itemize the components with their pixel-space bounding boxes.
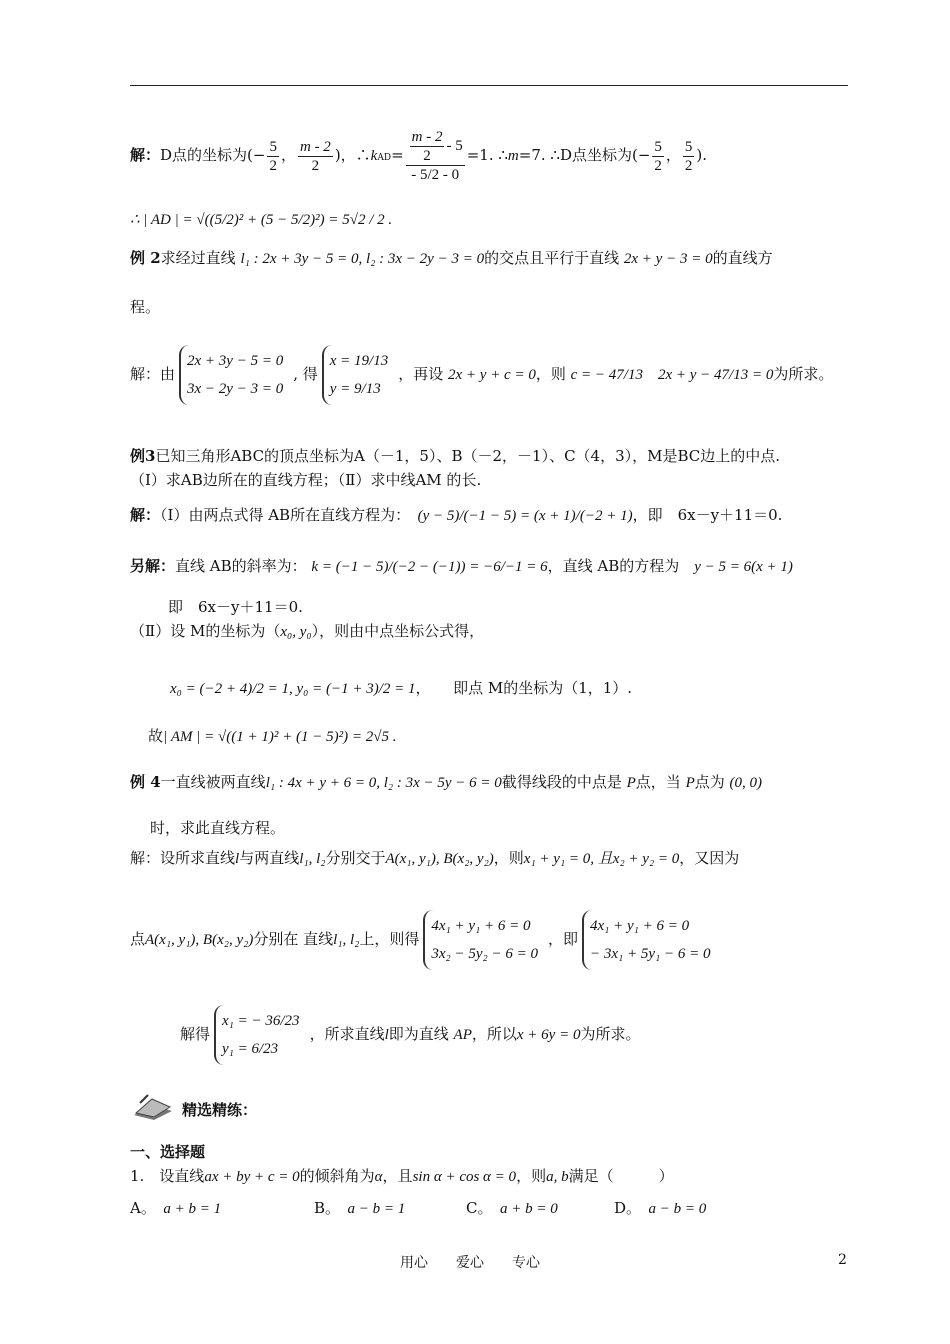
book-icon [130,1093,176,1121]
page-number: 2 [838,1252,847,1268]
section-heading: 一、选择题 [130,1143,206,1161]
example-3-alt: 另解：直线 AB的斜率为： k = (−1 − 5)/(−2 − (−1)) = −6/−1 = 6，直线 AB的方程为 y − 5 = 6(x + 1) [130,557,793,575]
system-5: x₁ = − 36/23 y₁ = 6/23 [214,1005,306,1065]
midpoint-formula: x₀ = (−2 + 4)/2 = 1, y₀ = (−1 + 3)/2 = 1， 即点 M的坐标为（1，1）. [170,679,633,697]
sol1-line1: 解：D点的坐标为(− $\frac{5}{2}$ ， $\frac{m - 2}{2}$ )，∴kAD= $\frac{m - 2}{2}$ - 5 - 5/2 - 0 =1. ∴m=7. ∴D点坐标为(− $\frac{5}{2}$ ， $\frac{5}{2}$ ). [130,129,708,183]
ad-length: ∴ | AD | = √((5/2)² + (5 − 5/2)²) = 5√2 / 2 . [130,212,393,228]
example-4-solution-2: 点A(x₁, y₁), B(x₂, y₂)分别在 直线l₁, l₂上，则得 4x₁ + y₁ + 6 = 0 3x₂ − 5y₂ − 6 = 0 ，即 4x₁ + y₁ + 6 = 0 − 3x₁ + 5y₁ − 6 = 0 [130,910,721,970]
system-1: 2x + 3y − 5 = 0 3x − 2y − 3 = 0 [179,345,289,405]
option-b[interactable]: B。 a − b = 1 [314,1199,406,1217]
system-3: 4x₁ + y₁ + 6 = 0 3x₂ − 5y₂ − 6 = 0 [423,910,544,970]
example-4-solution-1: 解：设所求直线l与两直线l₁, l₂分别交于A(x₁, y₁), B(x₂, y₂)，则x₁ + y₁ = 0, 且x₂ + y₂ = 0，又因为 [130,849,740,867]
example-3-part-2: （Ⅱ）设 M的坐标为（x₀, y₀），则由中点坐标公式得， [130,622,485,640]
option-c[interactable]: C。 a + b = 0 [466,1199,558,1217]
example-4-cont: 时，求此直线方程。 [150,819,286,837]
option-a[interactable]: A。 a + b = 1 [130,1199,222,1217]
example-3-question: （Ⅰ）求AB边所在的直线方程；（Ⅱ）求中线AM 的长. [130,471,482,489]
example-3-alt-result: 即 6x－y＋11＝0. [168,598,303,616]
header-rule [130,85,848,86]
example-2-solution: 解：由 2x + 3y − 5 = 0 3x − 2y − 3 = 0 , 得 x = 19/13 y = 9/13 ，再设 2x + y + c = 0，则 c = − 47/13 2x + y − 47/13 = 0为所求。 [130,345,833,405]
example-2-cont: 程。 [130,298,161,316]
example-4-solution-3: 解得 x₁ = − 36/23 y₁ = 6/23 ，所求直线l即为直线 AP，所以x + 6y = 0为所求。 [180,1005,640,1065]
option-d[interactable]: D。 a − b = 0 [614,1199,707,1217]
system-4: 4x₁ + y₁ + 6 = 0 − 3x₁ + 5y₁ − 6 = 0 [582,910,716,970]
footer-motto: 用心 爱心 专心 [400,1255,540,1271]
system-2: x = 19/13 y = 9/13 [322,345,394,405]
question-1: 1. 设直线ax + by + c = 0的倾斜角为α，且sin α + cos α = 0，则a, b满足（ ） [130,1167,674,1185]
example-3-solution-1: 解：（Ⅰ）由两点式得 AB所在直线方程为： (y − 5)/(−1 − 5) = (x + 1)/(−2 + 1)，即 6x－y＋11＝0. [130,506,783,524]
example-3: 例3已知三角形ABC的顶点坐标为A（－1，5）、B（－2，－1）、C（4，3），M是BC边上的中点. [130,447,781,465]
example-2: 例 2求经过直线 l₁ : 2x + 3y − 5 = 0, l₂ : 3x − 2y − 3 = 0的交点且平行于直线 2x + y − 3 = 0的直线方 [130,249,773,267]
practice-title: 精选精练： [182,1101,258,1119]
am-length: 故| AM | = √((1 + 1)² + (1 − 5)²) = 2√5 . [148,727,397,745]
example-4: 例 4一直线被两直线l₁ : 4x + y + 6 = 0, l₂ : 3x − 5y − 6 = 0截得线段的中点是 P点，当 P点为 (0, 0) [130,773,763,791]
kad-fraction: $\frac{m - 2}{2}$ - 5 - 5/2 - 0 [406,128,465,184]
